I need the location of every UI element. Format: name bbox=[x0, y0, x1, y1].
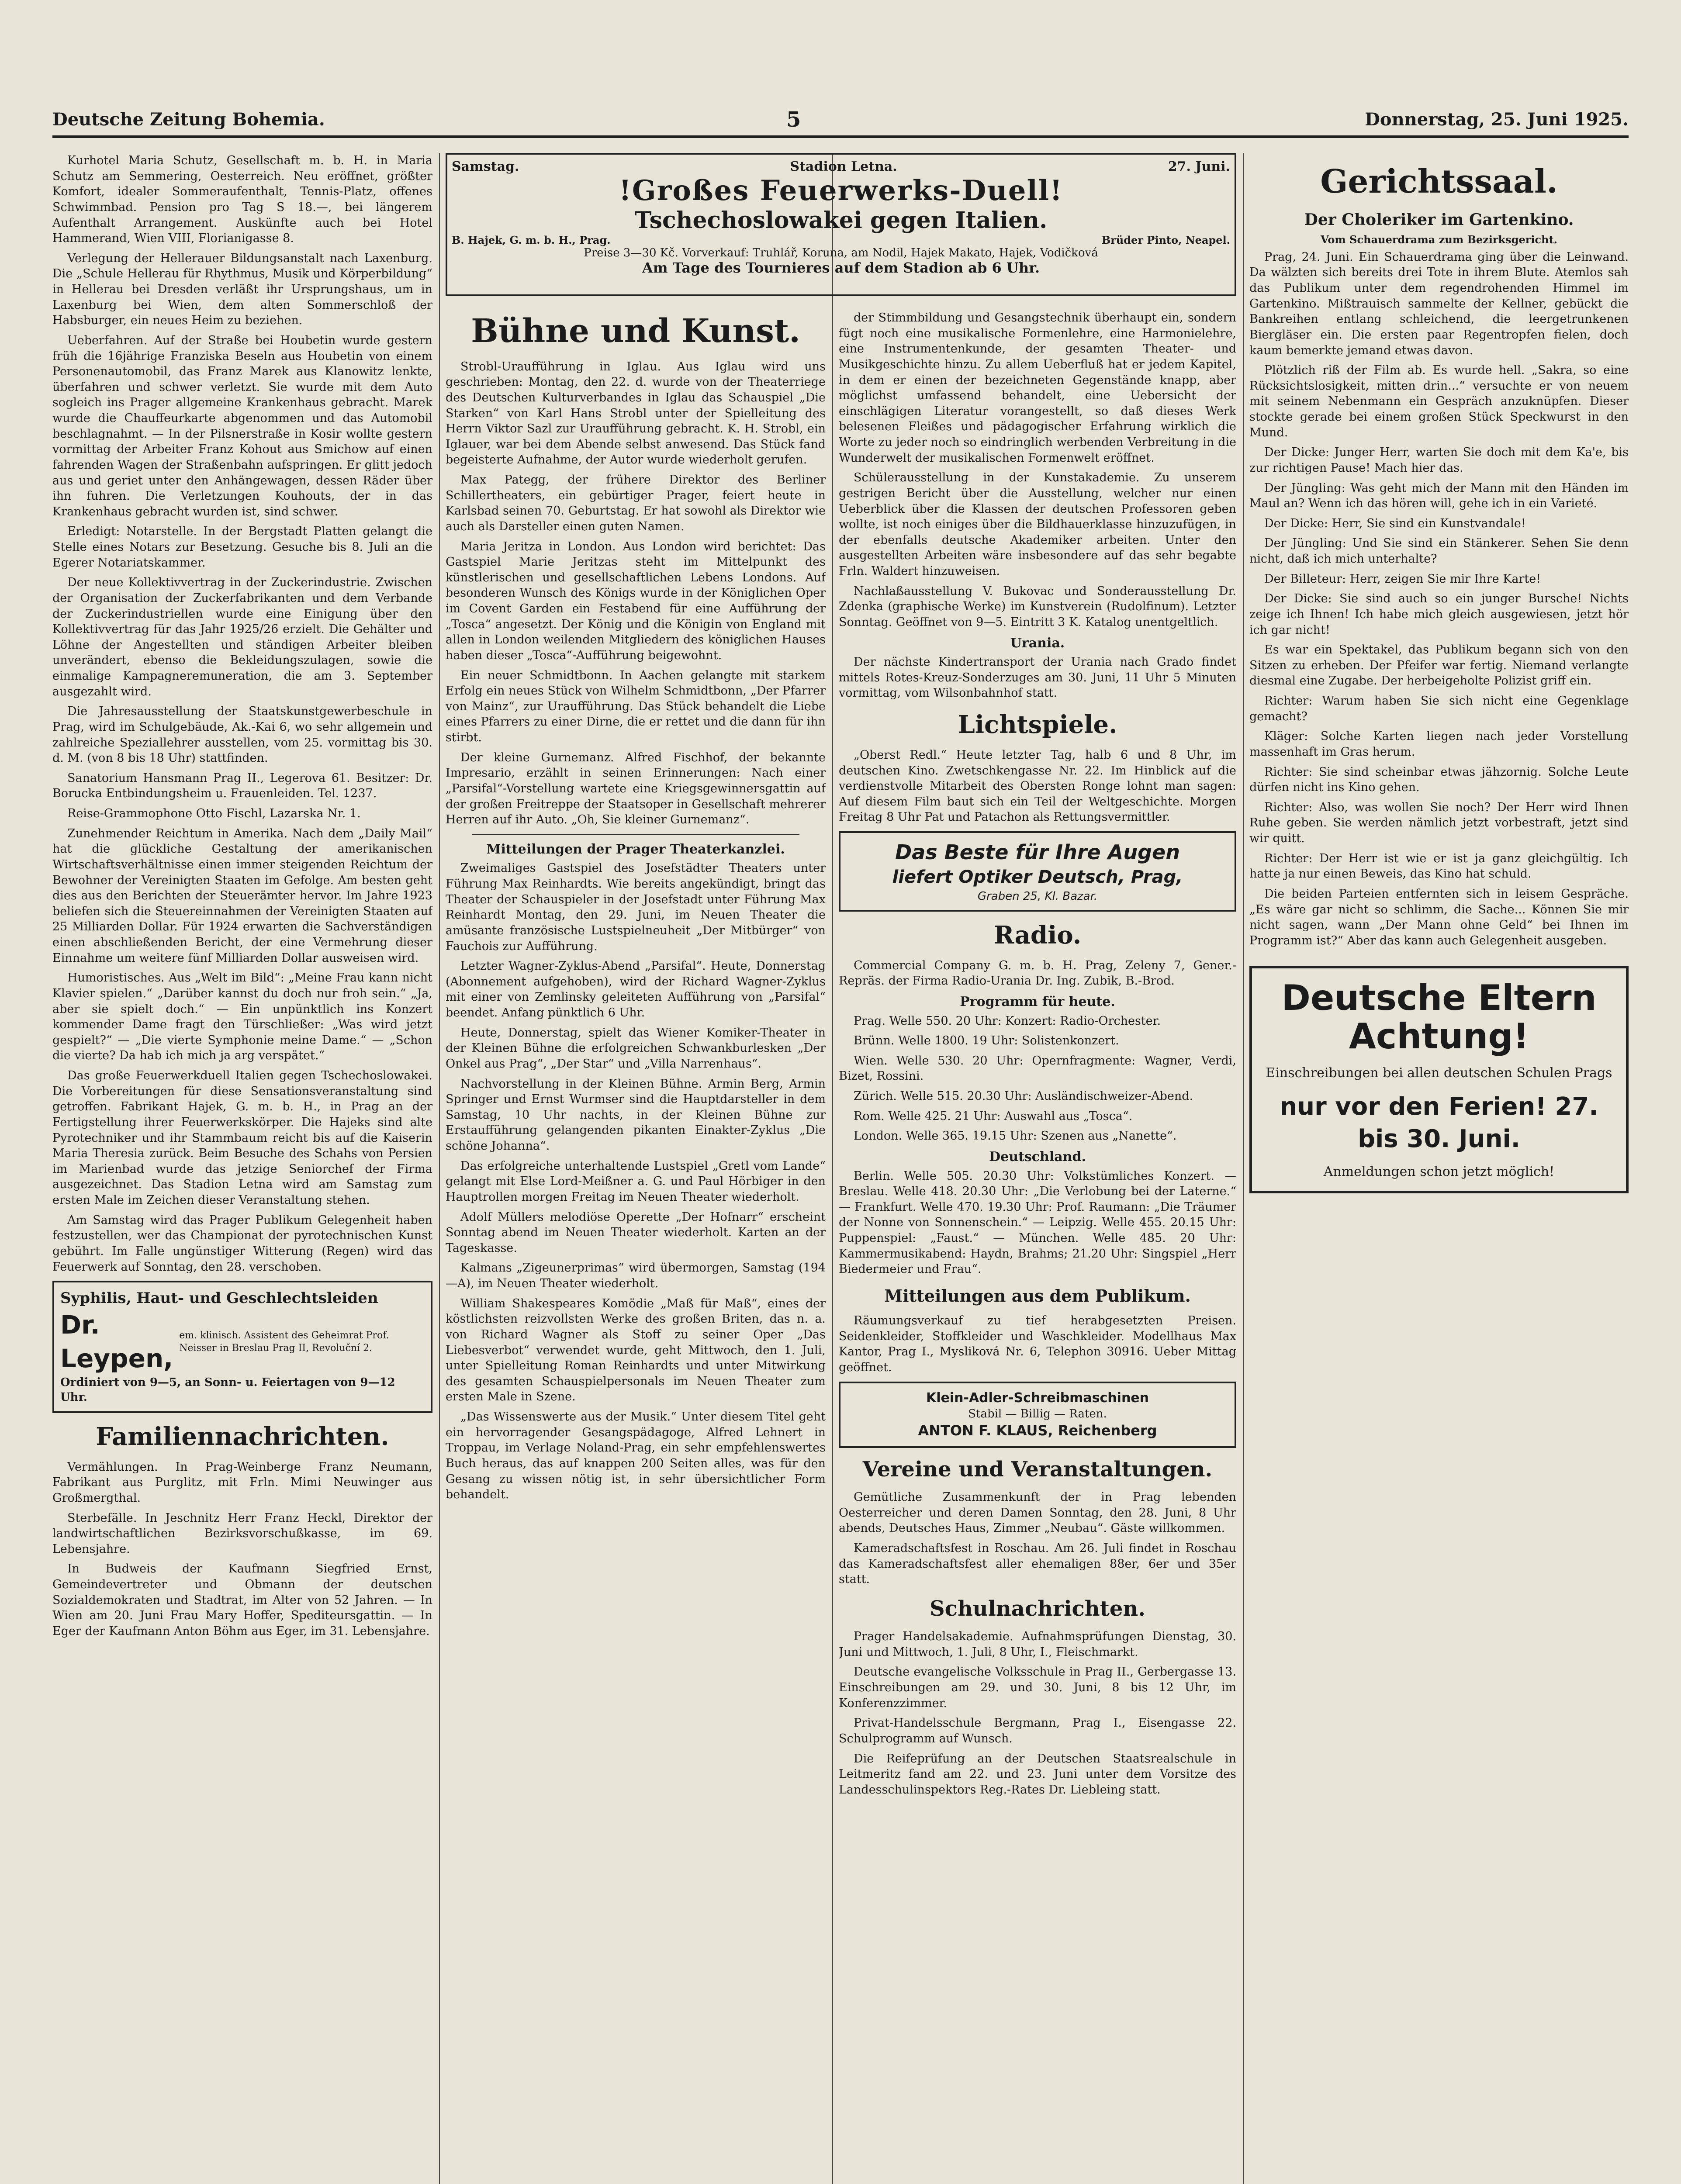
article: Zunehmender Reichtum in Amerika. Nach dem „Daily Mail“ hat die glückliche Gestaltung der amerikanischen Wirtschaftsverhältnisse einen immer steigenden Reichtum der Bewohner der Vereinigten Staaten im Gefolge. Am besten geht dies aus den Berichten der Steuerämter hervor. Im Jahre 1923 beliefen sich die Steuereinnahmen der Vereinigten Staaten auf 25 Milliarden Dollar. Für 1924 erwarten die Sachverständigen einen abschließenden Bericht, der eine Vermehrung dieser Einnahme um weitere fünf Milliarden Dollar ausweisen wird. bbox=[52, 826, 432, 965]
section-heading: Gerichtssaal. bbox=[1320, 163, 1558, 200]
subsection-heading: Programm für heute. bbox=[960, 994, 1115, 1009]
article: Die Jahresausstellung der Staatskunstgewerbeschule in Prag, wird im Schulgebäude, Ak.-Kai 6, wo sehr allgemein und zahlreiche Speziallehrer ausstellen, vom 25. vormittag bis 30. d. M. (von 8 bis 18 Uhr) stattfinden. bbox=[52, 705, 432, 765]
article: Max Pategg, der frühere Direktor des Berliner Schillertheaters, ein gebürtiger Prager, feiert heute in Karlsbad seinen 70. Geburtstag. Er hat sowohl als Direktor wie auch als Darsteller einen guten Namen. bbox=[446, 473, 826, 533]
ad-maker: B. Hajek, G. m. b. H., Prag. bbox=[452, 234, 611, 246]
ad-headline: Klein-Adler-Schreibmaschinen bbox=[926, 1390, 1149, 1406]
article: Schülerausstellung in der Kunstakademie. Zu unserem gestrigen Bericht über die Ausstellung, welcher nur einen Ueberblick über die Klassen der deutschen Professoren geben wollte, ist noch einiges über die Bildhauerklasse hinzuzufügen, in der ebenfalls deutsche Akademiker arbeiten. Unter den ausgestellten Arbeiten wäre insbesondere auf das sehr begabte Frln. Waldert hinzuweisen. bbox=[839, 471, 1236, 578]
section-heading: Schulnachrichten. bbox=[929, 1596, 1145, 1621]
article: Der nächste Kindertransport der Urania nach Grado findet mittels Rotes-Kreuz-Sonderzuges am 30. Juni, 11 Uhr 5 Minuten vormittag, vom Wilsonbahnhof statt. bbox=[839, 655, 1236, 700]
article: Die Reifeprüfung an der Deutschen Staatsrealschule in Leitmeritz fand am 22. und 23. Juni unter dem Vorsitze des Landesschulinspektors Reg.-Rates Dr. Liebleing statt. bbox=[839, 1752, 1236, 1797]
radio-listing: Prag. Welle 550. 20 Uhr: Konzert: Radio-Orchester. bbox=[854, 1014, 1161, 1028]
issue-date: Donnerstag, 25. Juni 1925. bbox=[1365, 109, 1629, 130]
radio-listing: Wien. Welle 530. 20 Uhr: Opernfragmente: Wagner, Verdi, Bizet, Rossini. bbox=[839, 1054, 1236, 1083]
page-number: 5 bbox=[786, 107, 801, 132]
radio-listing: Rom. Welle 425. 21 Uhr: Auswahl aus „Tosca“. bbox=[854, 1109, 1133, 1123]
column-4 bbox=[1249, 153, 1629, 2184]
article: der Stimmbildung und Gesangstechnik überhaupt ein, sondern fügt noch eine musikalische Formenlehre, eine Harmonielehre, eine Instrumentenkunde, der gesamten Theater- und Musikgeschichte hinzu. Zu allem Ueberfluß hat er jedem Kapitel, in dem er einen der bezeichneten Gegenstände knapp, aber möglichst umfassend behandelt, eine Uebersicht der einschlägigen Literatur vorangestellt, so daß dieses Werk belesenen Fleißes und pädagogischer Erfahrung wirklich die Worte zu jeder noch so eindringlich werbenden Verbreitung in die Wunderwelt der musikalischen Formenwelt eröffnet. bbox=[839, 311, 1236, 465]
article: Räumungsverkauf zu tief herabgesetzten Preisen. Seidenkleider, Stoffkleider und Waschkleider. Modellhaus Max Kantor, Prag I., Mysliková Nr. 6, Telephon 30916. Ueber Mittag geöffnet. bbox=[839, 1314, 1236, 1374]
optiker-ad bbox=[839, 831, 1236, 912]
article: Commercial Company G. m. b. H. Prag, Zeleny 7, Gener.-Repräs. der Firma Radio-Urania Dr. Ing. Zubik, B.-Brod. bbox=[839, 958, 1236, 988]
adler-ad bbox=[839, 1382, 1236, 1448]
article: Richter: Sie sind scheinbar etwas jähzornig. Solche Leute dürfen nicht ins Kino gehen. bbox=[1249, 765, 1629, 795]
article: Reise-Grammophone Otto Fischl, Lazarska Nr. 1. bbox=[67, 807, 361, 820]
article: Der Dicke: Junger Herr, warten Sie doch mit dem Ka'e, bis zur richtigen Pause! Mach hier das. bbox=[1249, 446, 1629, 475]
article: Heute, Donnerstag, spielt das Wiener Komiker-Theater in der Kleinen Bühne die erfolgreichen Schwankburlesken „Der Onkel aus Prag“, „Der Star“ und „Villa Narrenhaus“. bbox=[446, 1026, 826, 1071]
article: Richter: Also, was wollen Sie noch? Der Herr wird Ihnen Ruhe geben. Sie werden nämlich jetzt vorbestraft, jetzt sind wir quitt. bbox=[1249, 800, 1629, 846]
ad-day: Samstag. bbox=[452, 159, 519, 174]
article: Strobl-Uraufführung in Iglau. Aus Iglau wird uns geschrieben: Montag, den 22. d. wurde von der Theaterriege des Deutschen Kulturverbandes in Iglau das Schauspiel „Die Starken“ von Karl Hans Strobl unter der Spielleitung des Herrn Viktor Sazl zur Uraufführung gebracht. K. H. Strobl, ein Iglauer, war bei dem Abende selbst anwesend. Das Stück fand begeisterte Aufnahme, der Autor wurde wiederholt gerufen. bbox=[446, 359, 826, 467]
ad-date: 27. Juni. bbox=[1168, 159, 1230, 174]
notice-text: Einschreibungen bei allen deutschen Schulen Prags bbox=[1266, 1065, 1612, 1081]
ad-address: Graben 25, Kl. Bazar. bbox=[977, 889, 1098, 903]
radio-listing: Berlin. Welle 505. 20.30 Uhr: Volkstümliches Konzert. — Breslau. Welle 418. 20.30 Uhr: „Die Verlobung bei der Laterne.“ — Frankfurt. Welle 470. 19.30 Uhr: Prof. Raumann: „Die Träumer der Nonne von Sonnenschein.“ — Leipzig. Welle 455. 20.15 Uhr: Puppenspiel: „Faust.“ — München. Welle 485. 20 Uhr: Kammermusikabend: Haydn, Brahms; 21.20 Uhr: Singspiel „Herr Biedermeier und Frau“. bbox=[839, 1169, 1236, 1276]
ad-firm: ANTON F. KLAUS, Reichenberg bbox=[918, 1422, 1157, 1439]
ad-hours: Ordiniert von 9—5, an Sonn- u. Feiertagen von 9—12 Uhr. bbox=[60, 1376, 395, 1404]
article: „Das Wissenswerte aus der Musik.“ Unter diesem Titel geht ein hervorragender Gesangspädagoge, Alfred Lehnert in Troppau, im Verlage Noland-Prag, ein sehr empfehlenswertes Buch heraus, das auf knappen 200 Seiten alles, was für den Gesang zu wissen nötig ist, in sehr übersichtlicher Form behandelt. bbox=[446, 1410, 826, 1502]
ad-doctor-name: Dr. Leypen, bbox=[60, 1310, 173, 1373]
article-title: Der Choleriker im Gartenkino. bbox=[1304, 210, 1574, 229]
ad-headline: Das Beste für Ihre Augen bbox=[895, 840, 1180, 864]
article: Letzter Wagner-Zyklus-Abend „Parsifal“. Heute, Donnerstag (Abonnement aufgehoben), wird der Richard Wagner-Zyklus mit einer von Zemlinsky geleiteten Aufführung von „Parsifal“ beendet. Anfang pünktlich 6 Uhr. bbox=[446, 959, 826, 1020]
divider bbox=[472, 834, 799, 835]
section-heading: Mitteilungen aus dem Publikum. bbox=[884, 1286, 1191, 1306]
article: Nachlaßausstellung V. Bukovac und Sonderausstellung Dr. Zdenka (graphische Werke) im Kunstverein (Rudolfinum). Letzter Sonntag. Geöffnet von 9—5. Eintritt 3 K. Katalog unentgeltlich. bbox=[839, 584, 1236, 629]
article: Der Dicke: Herr, Sie sind ein Kunstvandale! bbox=[1264, 516, 1526, 530]
section-heading: Vereine und Veranstaltungen. bbox=[862, 1457, 1213, 1482]
ad-terms: Stabil — Billig — Raten. bbox=[968, 1407, 1107, 1421]
ad-headline: Syphilis, Haut- und Geschlechtsleiden bbox=[60, 1289, 378, 1307]
article: Der kleine Gurnemanz. Alfred Fischhof, der bekannte Impresario, erzählt in seinen Erinnerungen: Nach einer „Parsifal“-Vorstellung wartete eine Kriegsgewinnersgattin auf der großen Freitreppe der Staatsoper in Gesellschaft mehrerer Herren auf ihr Auto. „Oh, Sie kleiner Gurnemanz“. bbox=[446, 750, 826, 827]
article: Der neue Kollektivvertrag in der Zuckerindustrie. Zwischen der Organisation der Zuckerfabrikanten und dem Verbande der Zuckerindustriellen wurde eine Einigung über den Kollektivvertrag für das Jahr 1925/26 erzielt. Die Gehälter und Löhne der Angestellten und ständigen Arbeiter bleiben unverändert, ebenso die Bekleidungszulagen, sowie die einmalige Kampagneremuneration, die am 3. September ausgezahlt wird. bbox=[52, 576, 432, 698]
article: Am Samstag wird das Prager Publikum Gelegenheit haben festzustellen, wer das Championat der pyrotechnischen Kunst gebührt. Im Falle ungünstiger Witterung (Regen) wird das Feuerwerk auf Sonntag, den 28. verschoben. bbox=[52, 1213, 432, 1274]
ad-title: !Großes Feuerwerks-Duell! bbox=[619, 174, 1063, 207]
article: Verlegung der Hellerauer Bildungsanstalt nach Laxenburg. Die „Schule Hellerau für Rhythmus, Musik und Körperbildung“ in Hellerau bei Dresden verläßt ihr Ursprungshaus, um in Laxenburg bei Wien, dem alten Sommerschloß der Habsburger, ein neues Heim zu beziehen. bbox=[52, 251, 432, 328]
article: Richter: Der Herr ist wie er ist ja ganz gleichgültig. Ich hatte ja nur einen Beweis, das Kino hat schuld. bbox=[1249, 851, 1629, 881]
ad-maker: Brüder Pinto, Neapel. bbox=[1101, 234, 1230, 246]
article: Plötzlich riß der Film ab. Es wurde hell. „Sakra, so eine Rücksichtslosigkeit, mitten drin...“ versuchte er von neuem mit seinem Nebenmann ein Gespräch anzuknüpfen. Dieser stockte gerade bei einem großen Stück Speckwurst in den Mund. bbox=[1249, 363, 1629, 439]
leypen-ad bbox=[52, 1281, 432, 1413]
article: Sanatorium Hansmann Prag II., Legerova 61. Besitzer: Dr. Borucka Entbindungsheim u. Frauenleiden. Tel. 1237. bbox=[52, 771, 432, 801]
article: Es war ein Spektakel, das Publikum begann sich von den Sitzen zu erheben. Der Pfeifer war fertig. Niemand verlangte diesmal eine Zugabe. Der herbeigeholte Polizist griff ein. bbox=[1249, 643, 1629, 688]
ad-detail: em. klinisch. Assistent des Geheimrat Prof. Neisser in Breslau Prag II, Revoluční 2. bbox=[179, 1330, 389, 1354]
article: Das erfolgreiche unterhaltende Lustspiel „Gretl vom Lande“ gelangt mit Else Lord-Meißner a. G. und Paul Hörbiger in den Hauptrollen morgen Freitag im Neuen Theater wiederholt. bbox=[446, 1159, 826, 1204]
column-3 bbox=[839, 153, 1236, 2184]
article: Der Jüngling: Und Sie sind ein Stänkerer. Sehen Sie denn nicht, daß ich mich unterhalte? bbox=[1249, 536, 1629, 566]
notice-title: Deutsche Eltern Achtung! bbox=[1281, 978, 1597, 1057]
article: Kurhotel Maria Schutz, Gesellschaft m. b. H. in Maria Schutz am Semmering, Oesterreich. Neu eröffnet, größter Komfort, idealer Sommeraufenthalt, Tennis-Platz, offenes Schwimmbad. Pension pro Tag S 18.—, bei längerem Aufenthalt Arrangement. Auskünfte auch bei Hotel Hammerand, Wien VIII, Florianigasse 8. bbox=[52, 154, 432, 245]
masthead bbox=[52, 105, 1629, 138]
family-notice: Sterbefälle. In Jeschnitz Herr Franz Heckl, Direktor der landwirtschaftlichen Bezirksvorschußkasse, im 69. Lebensjahre. bbox=[52, 1511, 432, 1556]
school-notice-ad bbox=[1249, 966, 1629, 1193]
article: William Shakespeares Komödie „Maß für Maß“, eines der köstlichsten reizvollsten Werke des großen Briten, das n. a. von Richard Wagner als Stoff zu seiner Oper „Das Liebesverbot“ verwendet wurde, geht Mittwoch, den 1. Juli, unter Spielleitung Roman Reinhardts und unter Mitwirkung des gesamten Schauspielpersonals im Neuen Theater zum ersten Male in Szene. bbox=[446, 1296, 826, 1404]
article: Zweimaliges Gastspiel des Josefstädter Theaters unter Führung Max Reinhardts. Wie bereits angekündigt, bringt das Theater der Schauspieler in der Josefstadt unter Führung Max Reinhardt Montag, den 29. Juni, im Neuen Theater die amüsante französische Lustspielneuheit „Der Mitbürger“ von Fauchois zur Aufführung. bbox=[446, 861, 826, 953]
article: Deutsche evangelische Volksschule in Prag II., Gerbergasse 13. Einschreibungen am 29. und 30. Juni, 8 bis 12 Uhr, im Konferenzzimmer. bbox=[839, 1665, 1236, 1710]
section-heading: Bühne und Kunst. bbox=[471, 312, 800, 350]
article: Das große Feuerwerkduell Italien gegen Tschechoslowakei. Die Vorbereitungen für diese Sensationsveranstaltung sind getroffen. Fabrikant Hajek, G. m. b. H., in Prag an der Fertigstellung ihrer Feuerwerkskörper. Die Hajeks sind alte Pyrotechniker und ihr Stammbaum reicht bis auf die Kaiserin Maria Theresia zurück. Beim Besuche des Schahs von Persien im Marienbad wurde das jetzige Seniorchef der Firma ausgezeichnet. Das Stadion Letna wird am Samstag zum ersten Male im Zeichen dieser Veranstaltung stehen. bbox=[52, 1069, 432, 1207]
section-heading: Familiennachrichten. bbox=[96, 1422, 389, 1451]
article: Humoristisches. Aus „Welt im Bild“: „Meine Frau kann nicht Klavier spielen.“ „Darüber kannst du doch nur froh sein.“ „Ja, aber sie spielt doch.“ — Ein unpünktlich ins Konzert kommender Dame fragt den Türschließer: „Was wird jetzt gespielt?“ — „Die vierte Symphonie meine Dame.“ — „Schon die vierte? Da hab ich mich ja arg verspätet.“ bbox=[52, 971, 432, 1063]
ad-prices: Preise 3—30 Kč. Vorverkauf: Truhlář, Koruna, am Nodil, Hajek Makato, Hajek, Vodičková bbox=[584, 246, 1098, 259]
article: Nachvorstellung in der Kleinen Bühne. Armin Berg, Armin Springer und Ernst Wurmser sind die Hauptdarsteller in dem Samstag, 10 Uhr nachts, in der Kleinen Bühne zur Erstaufführung gelangenden pikanten Einakter-Zyklus „Die schöne Johanna“. bbox=[446, 1077, 826, 1153]
article: Die beiden Parteien entfernten sich in leisem Gespräche. „Es wäre gar nicht so schlimm, die Sache... Können Sie mir nicht sagen, wann „Der Mann ohne Geld“ bei Ihnen im Programm ist?“ Aber das kann auch Gelegenheit ausgeben. bbox=[1249, 887, 1629, 947]
article: Erledigt: Notarstelle. In der Bergstadt Platten gelangt die Stelle eines Notars zur Besetzung. Gesuche bis 8. Juli an die Egerer Notariatskammer. bbox=[52, 525, 432, 570]
article: Der Dicke: Sie sind auch so ein junger Bursche! Nichts zeige ich Ihnen! Ich habe mich gleich ausgewiesen, jetzt hör ich gar nicht! bbox=[1249, 592, 1629, 637]
article: Kalmans „Zigeunerprimas“ wird übermorgen, Samstag (194—A), im Neuen Theater wiederholt. bbox=[446, 1261, 826, 1291]
column-1 bbox=[52, 153, 432, 2184]
column-rule bbox=[1243, 153, 1244, 2184]
article: Prag, 24. Juni. Ein Schauerdrama ging über die Leinwand. Da wälzten sich bereits drei Tote in ihrem Blute. Atemlos sah das Publikum unter dem regendrohenden Himmel im Gartenkino. Mißtrauisch sammelte der Kellner, gebückt die Bankreihen entlang schleichend, die leergetrunkenen Biergläser ein. Die ersten paar Regentropfen fielen, doch kaum bemerkte jemand etwas davon. bbox=[1249, 250, 1629, 357]
column-rule bbox=[439, 153, 440, 2184]
subsection-heading: Deutschland. bbox=[989, 1149, 1086, 1165]
family-notice: In Budweis der Kaufmann Siegfried Ernst, Gemeindevertreter und Obmann der deutschen Sozialdemokraten und Stadtrat, im Alter von 52 Jahren. — In Wien am 20. Juni Frau Mary Hoffer, Spediteursgattin. — In Eger der Kaufmann Anton Böhm aus Eger, im 31. Lebensjahre. bbox=[52, 1562, 432, 1638]
ad-bottom: Am Tage des Tournieres auf dem Stadion ab 6 Uhr. bbox=[642, 259, 1040, 276]
column-2 bbox=[446, 153, 826, 2184]
article: Prager Handelsakademie. Aufnahmsprüfungen Dienstag, 30. Juni und Mittwoch, 1. Juli, 8 Uhr, I., Fleischmarkt. bbox=[839, 1630, 1236, 1659]
article: Kläger: Solche Karten liegen nach jeder Vorstellung massenhaft im Gras herum. bbox=[1249, 729, 1629, 759]
article: Der Billeteur: Herr, zeigen Sie mir Ihre Karte! bbox=[1264, 572, 1541, 586]
radio-listing: Zürich. Welle 515. 20.30 Uhr: Ausländischweizer-Abend. bbox=[854, 1089, 1193, 1103]
subsection-heading: Mitteilungen der Prager Theaterkanzlei. bbox=[486, 841, 785, 857]
notice-note: Anmeldungen schon jetzt möglich! bbox=[1323, 1164, 1555, 1179]
ad-subtitle: Tschechoslowakei gegen Italien. bbox=[634, 207, 1048, 234]
article: Ein neuer Schmidtbonn. In Aachen gelangte mit starkem Erfolg ein neues Stück von Wilhelm Schmidtbonn, „Der Pfarrer von Mainz“, zur Uraufführung. Das Stück behandelt die Liebe eines Pfarrers zu einer Dirne, die er rettet und die dann für ihn stirbt. bbox=[446, 668, 826, 745]
column-rule bbox=[832, 153, 833, 2184]
radio-listing: London. Welle 365. 19.15 Uhr: Szenen aus „Nanette“. bbox=[854, 1129, 1177, 1143]
article: Maria Jeritza in London. Aus London wird berichtet: Das Gastspiel Marie Jeritzas steht im Mittelpunkt des künstlerischen und gesellschaftlichen Lebens Londons. Auf besonderen Wunsch des Königs wurde in der Königlichen Oper im Covent Garden ein Festabend für eine Aufführung der „Tosca“ angesetzt. Der König und die Königin von England mit allen in London weilenden Mitgliedern des königlichen Hauses haben dieser „Tosca“-Aufführung beigewohnt. bbox=[446, 539, 826, 662]
article: „Oberst Redl.“ Heute letzter Tag, halb 6 und 8 Uhr, im deutschen Kino. Zwetschkengasse Nr. 22. Im Hinblick auf die verdienstvolle Mitarbeit des Obersten Ronge lohnt man sagen: Auf diesem Film baut sich ein Teil der Weltgeschichte. Morgen Freitag 8 Uhr Pat und Patachon als Rettungsvermittler. bbox=[839, 748, 1236, 824]
article: Richter: Warum haben Sie sich nicht eine Gegenklage gemacht? bbox=[1249, 694, 1629, 723]
family-notice: Vermählungen. In Prag-Weinberge Franz Neumann, Fabrikant aus Purglitz, mit Frln. Mimi Neuwinger aus Großmergthal. bbox=[52, 1460, 432, 1505]
ad-firm: liefert Optiker Deutsch, Prag, bbox=[892, 867, 1183, 887]
article: Gemütliche Zusammenkunft der in Prag lebenden Oesterreicher und deren Damen Sonntag, den 28. Juni, 8 Uhr abends, Deutsches Haus, Zimmer „Neubau“. Gäste willkommen. bbox=[839, 1490, 1236, 1535]
newspaper-name: Deutsche Zeitung Bohemia. bbox=[52, 109, 325, 130]
radio-listing: Brünn. Welle 1800. 19 Uhr: Solistenkonzert. bbox=[854, 1034, 1119, 1048]
ad-venue: Stadion Letna. bbox=[790, 159, 897, 174]
article: Ueberfahren. Auf der Straße bei Houbetin wurde gestern früh die 16jährige Franziska Beseln aus Houbetin von einem Personenautomobil, das Franz Marek aus Klanowitz lenkte, überfahren und schwer verletzt. Sie wurde mit dem Auto sogleich ins Prager allgemeine Krankenhaus gebracht. Marek wurde die Chauffeurkarte abgenommen und das Automobil beschlagnahmt. — In der Pilsnerstraße in Kosir wollte gestern vormittag der Arbeiter Franz Kohout aus Smichow auf einen fahrenden Wagen der Straßenbahn aufspringen. Er glitt jedoch aus und geriet unter den Anhängewagen, dessen Räder über ihn fuhren. Die Verletzungen Kouhouts, der in das Krankenhaus gebracht wurden ist, sind schwer. bbox=[52, 333, 432, 518]
article: Kameradschaftsfest in Roschau. Am 26. Juli findet in Roschau das Kameradschaftsfest aller ehemaligen 88er, 6er und 35er statt. bbox=[839, 1541, 1236, 1586]
section-heading: Lichtspiele. bbox=[958, 710, 1117, 739]
section-heading: Radio. bbox=[993, 920, 1082, 950]
subsection-heading: Urania. bbox=[1010, 635, 1065, 651]
article-subtitle: Vom Schauerdrama zum Bezirksgericht. bbox=[1321, 233, 1557, 246]
article: Der Jüngling: Was geht mich der Mann mit den Händen im Maul an? Wenn ich das hören will, gehe ich in ein Varieté. bbox=[1249, 481, 1629, 511]
newspaper-page bbox=[52, 105, 1629, 2184]
article: Privat-Handelsschule Bergmann, Prag I., Eisengasse 22. Schulprogramm auf Wunsch. bbox=[839, 1716, 1236, 1745]
article: Adolf Müllers melodiöse Operette „Der Hofnarr“ erscheint Sonntag abend im Neuen Theater wiederholt. Karten an der Tageskasse. bbox=[446, 1210, 826, 1255]
notice-when: nur vor den Ferien! 27. bis 30. Juni. bbox=[1280, 1092, 1598, 1153]
